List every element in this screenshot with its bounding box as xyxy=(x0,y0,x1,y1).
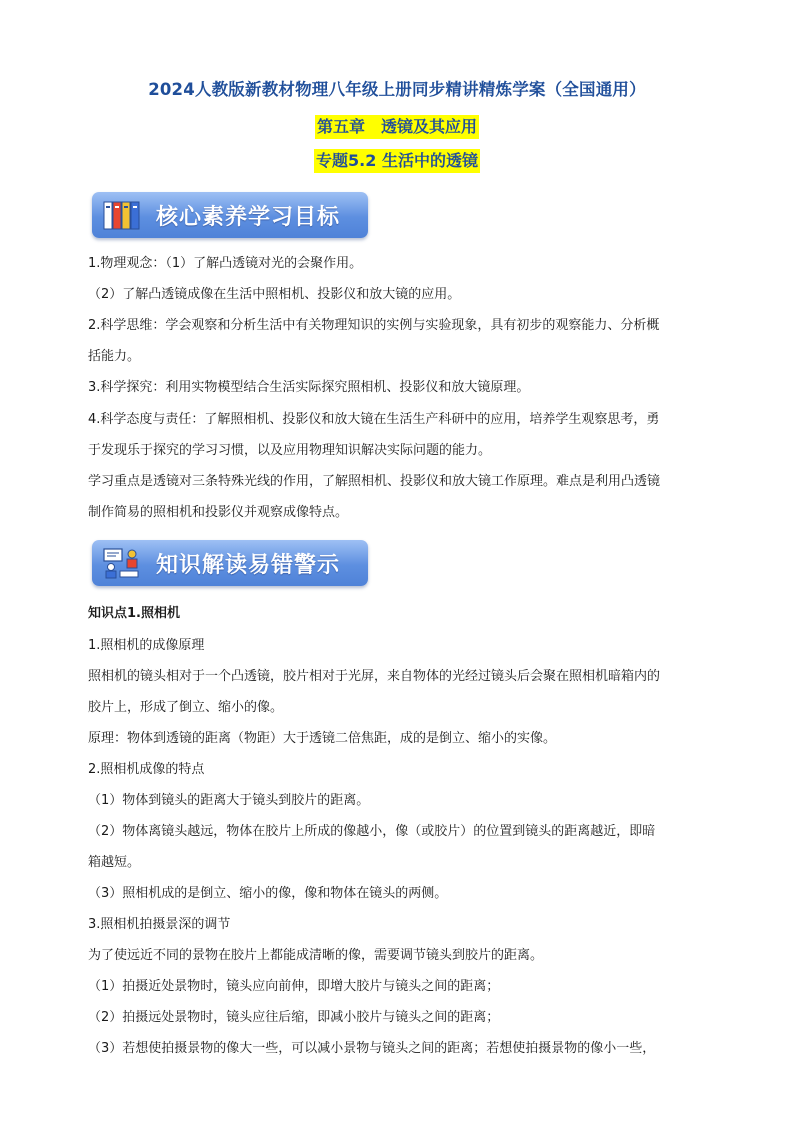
books-icon xyxy=(102,199,142,231)
goals-section-banner xyxy=(92,192,368,238)
main-title: 2024人教版新教材物理八年级上册同步精讲精炼学案（全国通用） xyxy=(148,80,646,99)
goal-line: 学习重点是透镜对三条特殊光线的作用，了解照相机、投影仪和放大镜工作原理。难点是利用凸透镜 xyxy=(88,474,661,489)
body-line: 箱越短。 xyxy=(88,855,141,870)
body-line: （3）若想使拍摄景物的像大一些，可以减小景物与镜头之间的距离；若想使拍摄景物的像小一些， xyxy=(88,1041,656,1056)
knowledge-point-heading: 知识点1.照相机 xyxy=(88,606,180,621)
goal-line: （2）了解凸透镜成像在生活中照相机、投影仪和放大镜的应用。 xyxy=(88,287,461,302)
subheading: 2.照相机成像的特点 xyxy=(88,762,205,777)
subheading: 1.照相机的成像原理 xyxy=(88,638,205,653)
chapter-title-wrap xyxy=(0,115,794,139)
goal-line: 3.科学探究：利用实物模型结合生活实际探究照相机、投影仪和放大镜原理。 xyxy=(88,380,530,395)
body-line: （3）照相机成的是倒立、缩小的像，像和物体在镜头的两侧。 xyxy=(88,886,448,901)
subheading: 3.照相机拍摄景深的调节 xyxy=(88,917,231,932)
body-line: （1）拍摄近处景物时，镜头应向前伸，即增大胶片与镜头之间的距离； xyxy=(88,979,500,994)
goal-line: 于发现乐于探究的学习习惯，以及应用物理知识解决实际问题的能力。 xyxy=(88,443,492,458)
body-line: 为了使远近不同的景物在胶片上都能成清晰的像，需要调节镜头到胶片的距离。 xyxy=(88,948,544,963)
goal-line: 括能力。 xyxy=(88,349,141,364)
knowledge-section-title: 知识解读易错警示 xyxy=(156,553,341,578)
goal-line: 1.物理观念：（1）了解凸透镜对光的会聚作用。 xyxy=(88,256,363,271)
body-line: （2）拍摄远处景物时，镜头应往后缩，即减小胶片与镜头之间的距离； xyxy=(88,1010,500,1025)
goal-line: 制作简易的照相机和投影仪并观察成像特点。 xyxy=(88,505,349,520)
topic-title: 专题5.2 生活中的透镜 xyxy=(314,149,480,173)
goal-line: 2.科学思维：学会观察和分析生活中有关物理知识的实例与实验现象，具有初步的观察能力、分析概 xyxy=(88,318,660,333)
classroom-icon xyxy=(102,547,142,579)
body-line: 原理：物体到透镜的距离（物距）大于透镜二倍焦距，成的是倒立、缩小的实像。 xyxy=(88,731,557,746)
body-line: （2）物体离镜头越远，物体在胶片上所成的像越小，像（或胶片）的位置到镜头的距离越近，即暗 xyxy=(88,824,656,839)
knowledge-section-banner xyxy=(92,540,368,586)
chapter-title: 第五章 透镜及其应用 xyxy=(315,115,479,139)
goals-section-title: 核心素养学习目标 xyxy=(156,205,341,230)
topic-title-wrap xyxy=(0,149,794,173)
body-line: 胶片上，形成了倒立、缩小的像。 xyxy=(88,700,284,715)
goal-line: 4.科学态度与责任：了解照相机、投影仪和放大镜在生活生产科研中的应用，培养学生观察思考，勇 xyxy=(88,412,660,427)
body-line: 照相机的镜头相对于一个凸透镜，胶片相对于光屏，来自物体的光经过镜头后会聚在照相机暗箱内的 xyxy=(88,669,661,684)
body-line: （1）物体到镜头的距离大于镜头到胶片的距离。 xyxy=(88,793,370,808)
